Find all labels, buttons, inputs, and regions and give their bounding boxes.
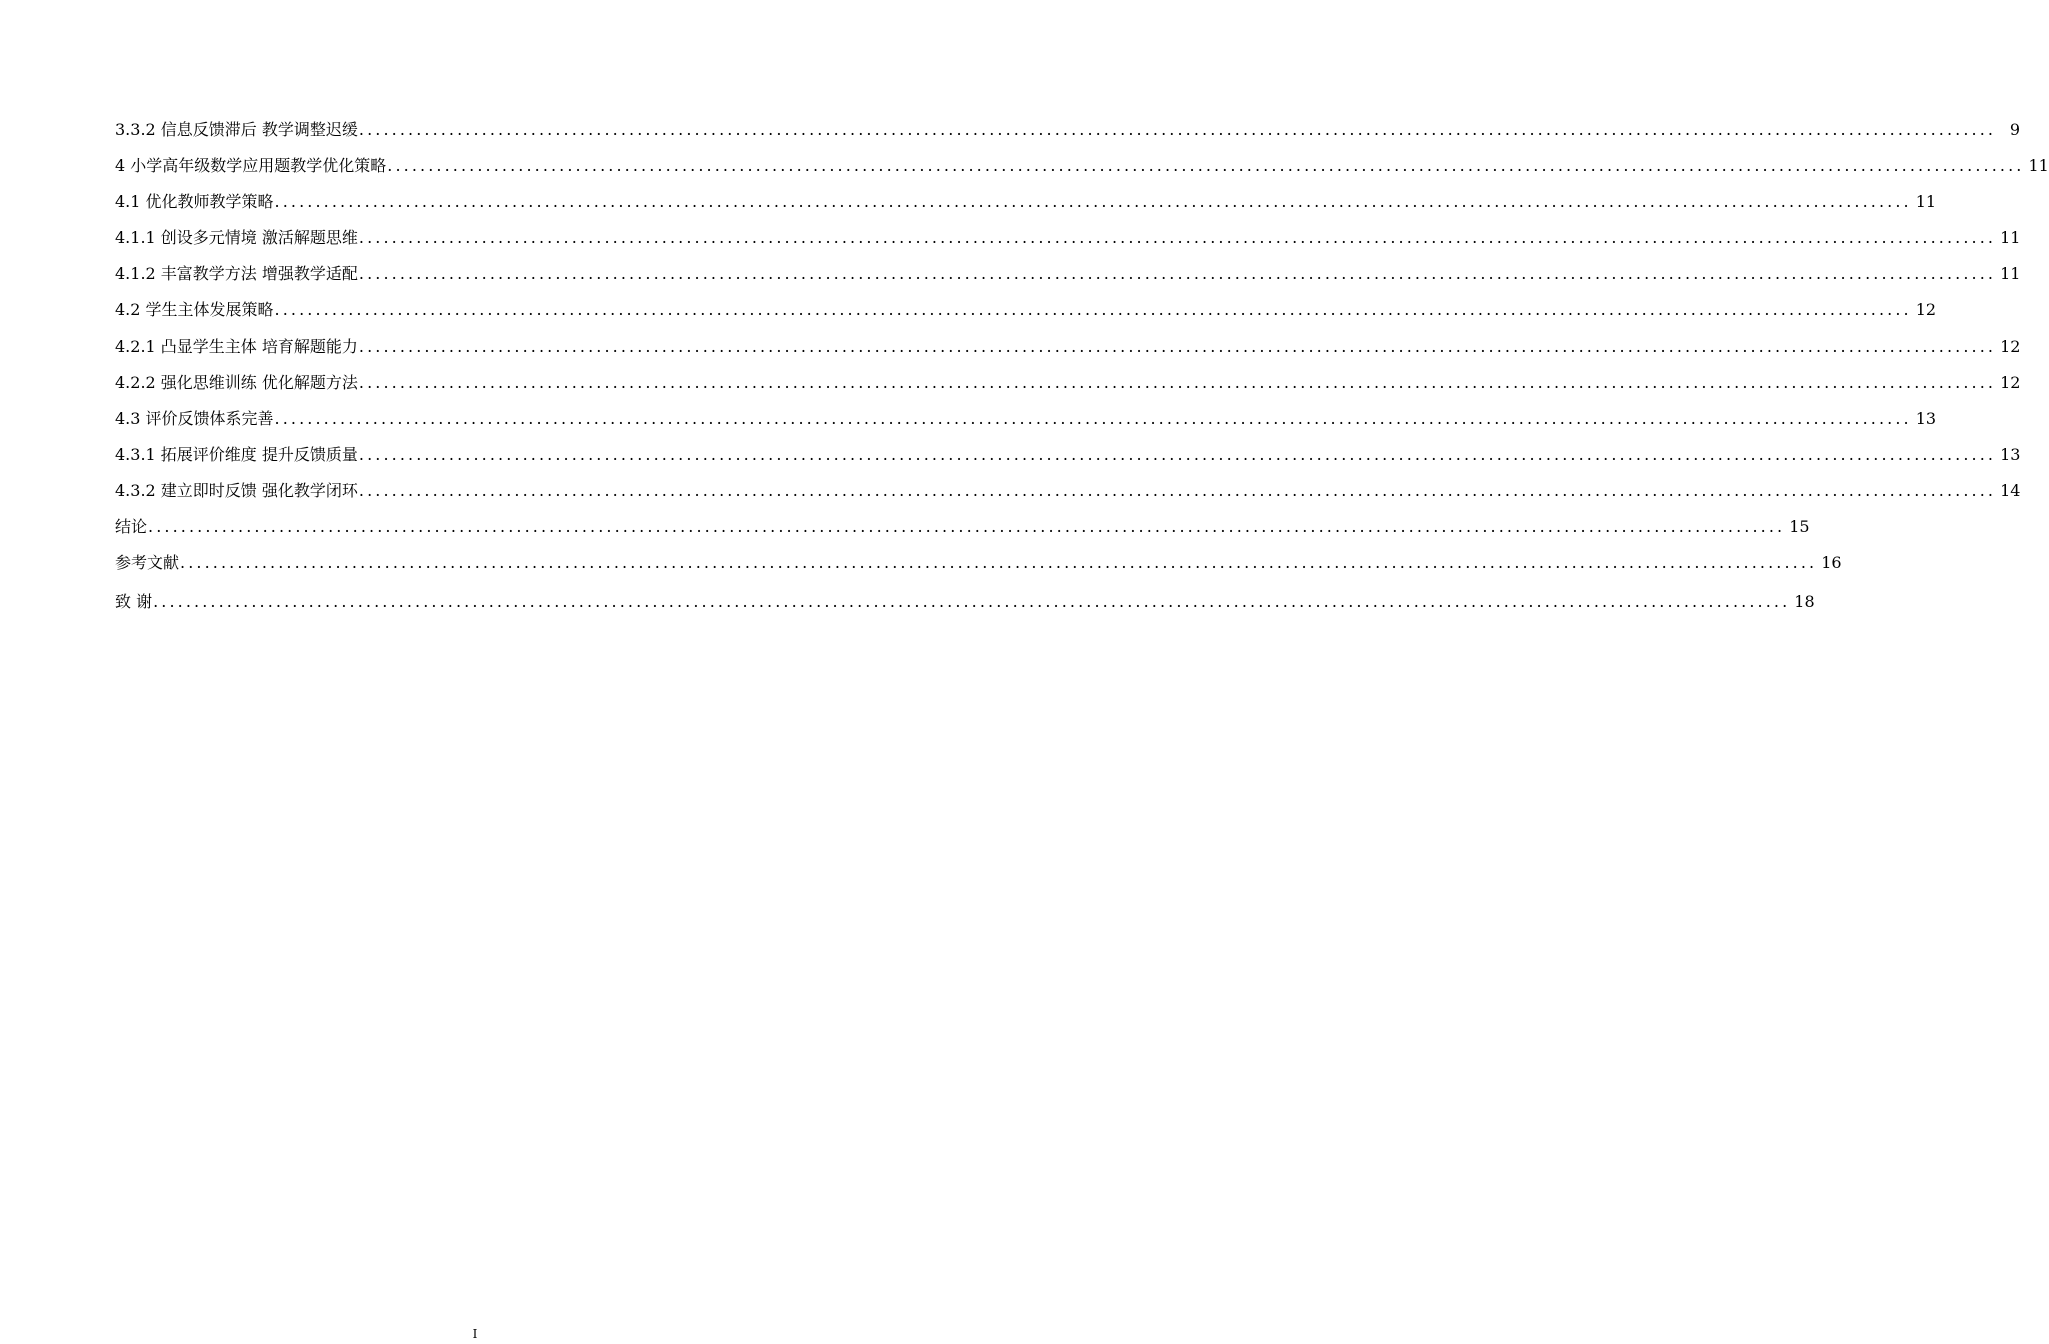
toc-entry-page-number: 12 <box>1915 300 1937 320</box>
toc-entry[interactable] <box>115 154 2049 190</box>
toc-dot-leader: ........................................................................................................................................................................................................ <box>358 480 1997 500</box>
toc-dot-leader: ........................................................................................................................................................................................................ <box>274 408 1912 428</box>
page-number-footer: I <box>472 1327 478 1341</box>
toc-entry-title: 4.3.1 拓展评价维度 提升反馈质量 <box>115 444 358 464</box>
toc-entry-page-number: 9 <box>2009 120 2021 139</box>
toc-entry-page-number: 12 <box>2000 336 2021 356</box>
toc-entry-title: 3.3.2 信息反馈滞后 教学调整迟缓 <box>115 120 358 139</box>
toc-dot-leader: ........................................................................................................................................................................................................ <box>358 444 1997 464</box>
toc-entry-page-number: 11 <box>2000 228 2021 248</box>
toc-entry-page-number: 11 <box>2028 156 2049 176</box>
toc-entry-title: 4.1.2 丰富教学方法 增强教学适配 <box>115 264 358 284</box>
toc-dot-leader: ........................................................................................................................................................................................................ <box>148 517 1786 537</box>
toc-entry[interactable] <box>115 551 1842 587</box>
toc-dot-leader: ........................................................................................................................................................................................................ <box>358 336 1997 356</box>
toc-entry-page-number: 12 <box>2000 372 2021 392</box>
toc-dot-leader: ........................................................................................................................................................................................................ <box>358 372 1997 392</box>
toc-dot-leader: ........................................................................................................................................................................................................ <box>274 300 1912 320</box>
toc-entry[interactable] <box>115 515 1810 551</box>
toc-dot-leader: ........................................................................................................................................................................................................ <box>358 228 1997 248</box>
toc-entry[interactable] <box>115 587 1815 627</box>
toc-entry[interactable] <box>115 190 1937 226</box>
toc-entry-page-number: 15 <box>1789 517 1810 537</box>
toc-entry-title: 4.3.2 建立即时反馈 强化教学闭环 <box>115 480 358 500</box>
toc-entry-title: 致 谢 <box>115 592 153 612</box>
toc-entry-title: 4.2.2 强化思维训练 优化解题方法 <box>115 372 358 392</box>
toc-entry-page-number: 11 <box>2000 264 2021 284</box>
toc-entry[interactable] <box>115 443 2021 479</box>
toc-entry-page-number: 16 <box>1821 553 1842 573</box>
toc-dot-leader: ........................................................................................................................................................................................................ <box>358 264 1997 284</box>
toc-entry-title: 4.2.1 凸显学生主体 培育解题能力 <box>115 336 358 356</box>
toc-entry-page-number: 11 <box>1915 192 1937 212</box>
table-of-contents <box>115 118 2049 627</box>
toc-dot-leader: ........................................................................................................................................................................................................ <box>387 156 2025 176</box>
toc-entry-title: 4 小学高年级数学应用题教学优化策略 <box>115 156 387 176</box>
toc-entry-page-number: 18 <box>1794 592 1815 612</box>
toc-entry-page-number: 13 <box>2000 444 2021 464</box>
toc-entry[interactable] <box>115 479 2021 515</box>
toc-entry[interactable] <box>115 262 2021 298</box>
toc-entry-title: 参考文献 <box>115 553 180 573</box>
toc-entry[interactable] <box>115 407 1937 443</box>
toc-dot-leader: ........................................................................................................................................................................................................ <box>358 120 1997 139</box>
toc-entry-title: 4.2 学生主体发展策略 <box>115 300 274 320</box>
toc-entry-title: 4.3 评价反馈体系完善 <box>115 408 274 428</box>
toc-dot-leader: ........................................................................................................................................................................................................ <box>274 192 1912 212</box>
toc-entry[interactable] <box>115 226 2021 262</box>
toc-dot-leader: ........................................................................................................................................................................................................ <box>180 553 1818 573</box>
toc-entry-title: 4.1.1 创设多元情境 激活解题思维 <box>115 228 358 248</box>
toc-entry[interactable] <box>115 118 2021 154</box>
toc-entry[interactable] <box>115 371 2021 407</box>
toc-entry[interactable] <box>115 335 2021 371</box>
toc-entry[interactable] <box>115 298 1937 334</box>
toc-entry-title: 结论 <box>115 517 148 537</box>
toc-entry-page-number: 14 <box>2000 480 2021 500</box>
toc-dot-leader: ........................................................................................................................................................................................................ <box>153 592 1791 612</box>
toc-entry-title: 4.1 优化教师教学策略 <box>115 192 274 212</box>
toc-entry-page-number: 13 <box>1915 408 1937 428</box>
